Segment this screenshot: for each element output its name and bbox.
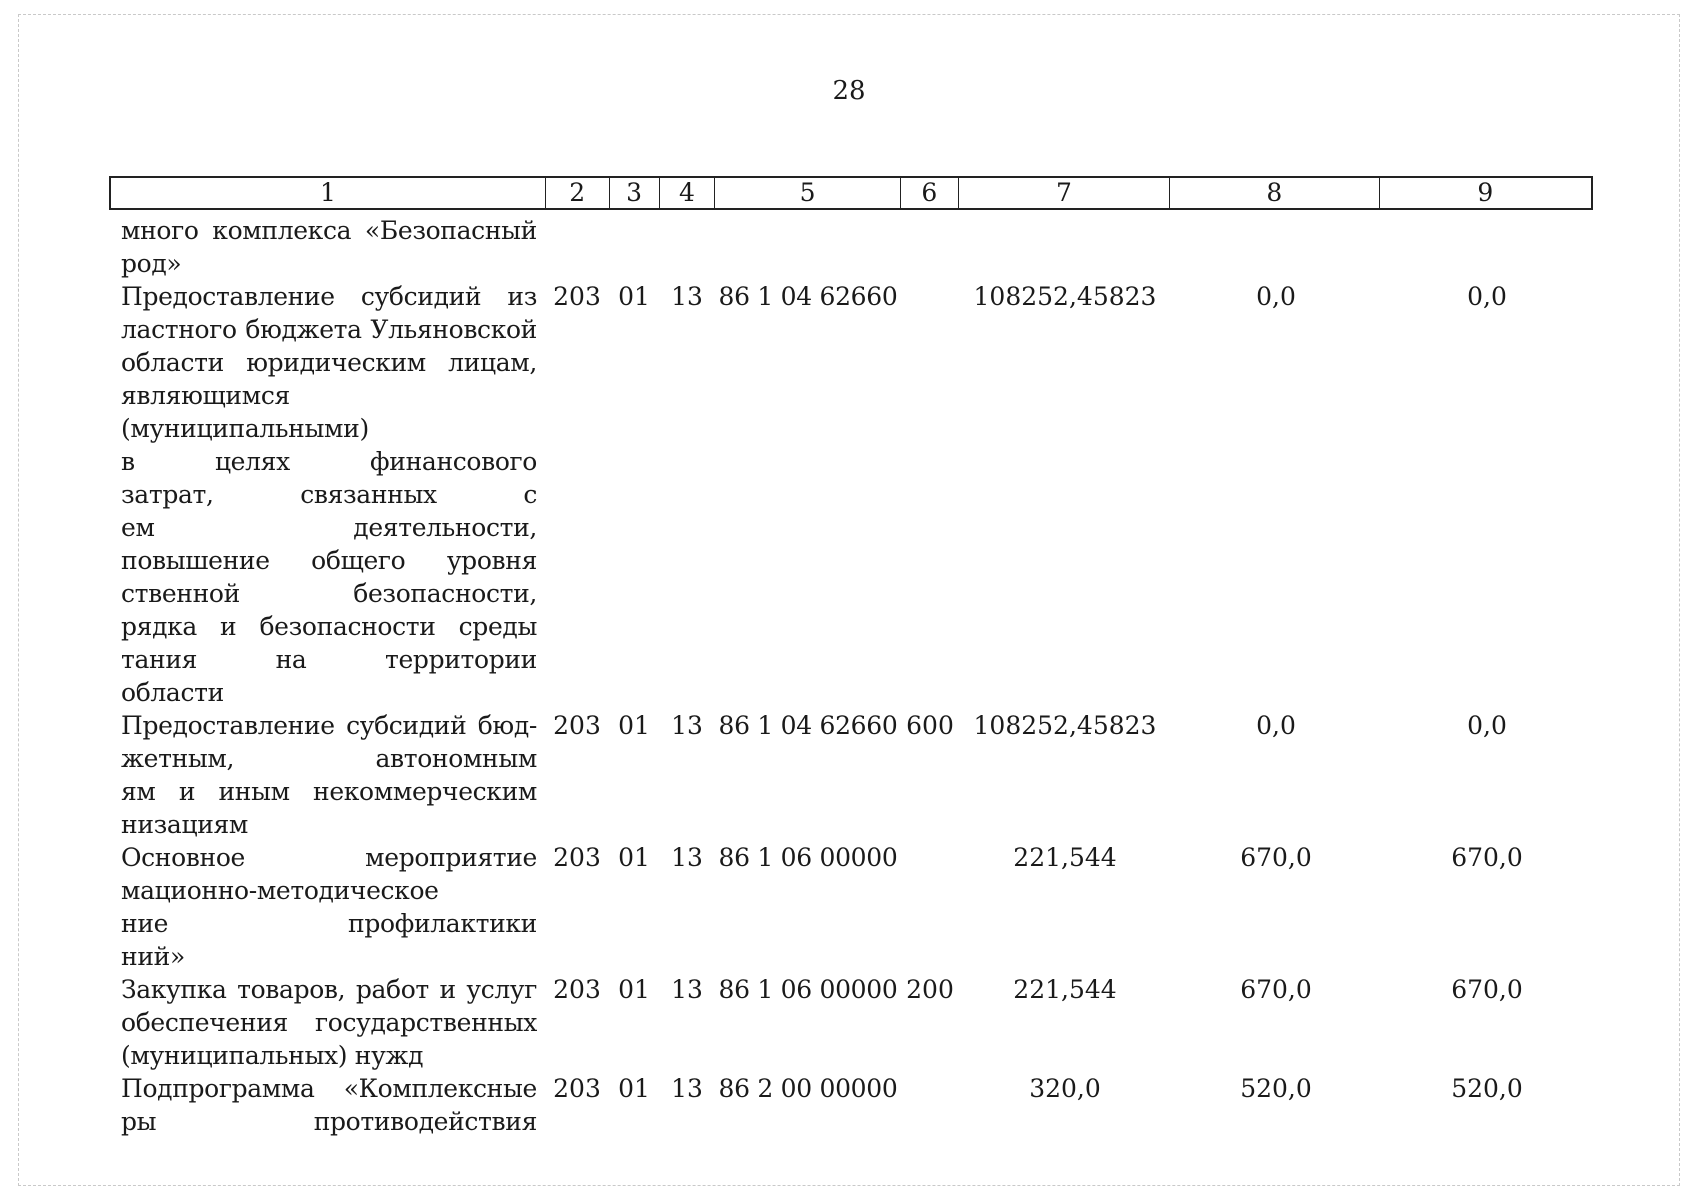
table-header <box>109 176 1593 210</box>
description-line: ние профилактики <box>121 909 537 938</box>
row-col-2: 203 <box>553 711 601 740</box>
description-line: тания на территории <box>121 645 537 674</box>
row-col-6: 600 <box>906 711 954 740</box>
row-col-3 <box>609 214 659 280</box>
row-col-9: 670,0 <box>1451 843 1523 872</box>
table-row <box>109 214 1593 280</box>
row-col-7: 221,544 <box>1013 843 1117 872</box>
row-description <box>109 841 545 973</box>
row-col-4: 13 <box>671 975 703 1004</box>
row-col-4: 13 <box>671 1074 703 1103</box>
row-col-6 <box>901 841 959 973</box>
header-col-2: 2 <box>546 178 610 208</box>
description-line: много комплекса «Безопасный <box>121 216 537 245</box>
description-line: Предоставление субсидий бюд- <box>121 711 537 740</box>
row-col-2: 203 <box>553 282 601 311</box>
row-col-8: 670,0 <box>1240 843 1312 872</box>
row-col-7: 108252,45823 <box>973 711 1157 740</box>
row-col-3: 01 <box>618 975 650 1004</box>
description-line: род» <box>121 249 182 278</box>
description-line: жетным, автономным <box>121 744 537 773</box>
row-col-8: 520,0 <box>1240 1074 1312 1103</box>
table-row <box>109 280 1593 709</box>
row-col-2: 203 <box>553 975 601 1004</box>
row-description <box>109 214 545 280</box>
row-col-5: 86 1 06 00000 <box>718 843 898 872</box>
row-description <box>109 280 545 709</box>
row-col-5: 86 1 06 00000 <box>718 975 898 1004</box>
row-col-7: 320,0 <box>1029 1074 1101 1103</box>
row-col-5: 86 1 04 62660 <box>718 711 898 740</box>
row-col-8: 670,0 <box>1240 975 1312 1004</box>
table-row <box>109 841 1593 973</box>
header-col-4: 4 <box>660 178 716 208</box>
table-body <box>109 214 1593 1138</box>
row-col-5: 86 2 00 00000 <box>718 1074 898 1103</box>
description-line: ственной безопасности, <box>121 579 537 608</box>
row-col-2: 203 <box>553 843 601 872</box>
header-col-3: 3 <box>610 178 660 208</box>
header-col-1: 1 <box>111 178 546 208</box>
row-col-3: 01 <box>618 1074 650 1103</box>
row-description <box>109 973 545 1072</box>
description-line: обеспечения государственных <box>121 1008 537 1037</box>
description-line: ний» <box>121 942 185 971</box>
row-col-4: 13 <box>671 711 703 740</box>
table-row <box>109 709 1593 841</box>
description-line: ем деятельности, <box>121 513 537 542</box>
row-col-9: 520,0 <box>1451 1074 1523 1103</box>
description-line: в целях финансового <box>121 447 537 476</box>
table-row <box>109 973 1593 1072</box>
description-line: области <box>121 678 224 707</box>
row-col-3: 01 <box>618 711 650 740</box>
row-col-2 <box>545 214 609 280</box>
description-line: рядка и безопасности среды <box>121 612 537 641</box>
row-col-4: 13 <box>671 282 703 311</box>
table-row <box>109 1072 1593 1138</box>
description-line: (муниципальных) нужд <box>121 1041 424 1070</box>
row-description <box>109 1072 545 1138</box>
row-col-6 <box>901 214 959 280</box>
row-col-9 <box>1381 214 1593 280</box>
row-col-7: 108252,45823 <box>973 282 1157 311</box>
row-col-4 <box>659 214 715 280</box>
description-line: повышение общего уровня <box>121 546 537 575</box>
row-col-6 <box>901 1072 959 1138</box>
row-col-8: 0,0 <box>1256 711 1296 740</box>
row-col-4: 13 <box>671 843 703 872</box>
row-col-9: 0,0 <box>1467 282 1507 311</box>
row-col-8 <box>1171 214 1381 280</box>
row-col-7: 221,544 <box>1013 975 1117 1004</box>
description-line: ям и иным некоммерческим <box>121 777 537 806</box>
description-line: Предоставление субсидий из <box>121 282 537 311</box>
description-line: (муниципальными) <box>121 414 369 443</box>
row-col-5: 86 1 04 62660 <box>718 282 898 311</box>
description-line: мационно-методическое <box>121 876 439 905</box>
description-line: низациям <box>121 810 249 839</box>
row-col-9: 0,0 <box>1467 711 1507 740</box>
header-col-7: 7 <box>959 178 1170 208</box>
row-col-9: 670,0 <box>1451 975 1523 1004</box>
description-line: Закупка товаров, работ и услуг <box>121 975 537 1004</box>
header-col-5: 5 <box>715 178 901 208</box>
description-line: Подпрограмма «Комплексные <box>121 1074 537 1103</box>
description-line: затрат, связанных с <box>121 480 537 509</box>
row-col-5 <box>715 214 901 280</box>
row-col-7 <box>959 214 1171 280</box>
row-col-8: 0,0 <box>1256 282 1296 311</box>
row-col-6: 200 <box>906 975 954 1004</box>
row-col-2: 203 <box>553 1074 601 1103</box>
description-line: области юридическим лицам, <box>121 348 537 377</box>
header-col-6: 6 <box>901 178 959 208</box>
description-line: Основное мероприятие <box>121 843 537 872</box>
row-description <box>109 709 545 841</box>
description-line: являющимся <box>121 381 290 410</box>
row-col-3: 01 <box>618 282 650 311</box>
row-col-3: 01 <box>618 843 650 872</box>
description-line: ластного бюджета Ульяновской <box>121 315 537 344</box>
page-number: 28 <box>832 76 866 106</box>
row-col-6 <box>901 280 959 709</box>
header-col-8: 8 <box>1170 178 1379 208</box>
description-line: ры противодействия <box>121 1107 537 1136</box>
header-col-9: 9 <box>1477 178 1494 207</box>
